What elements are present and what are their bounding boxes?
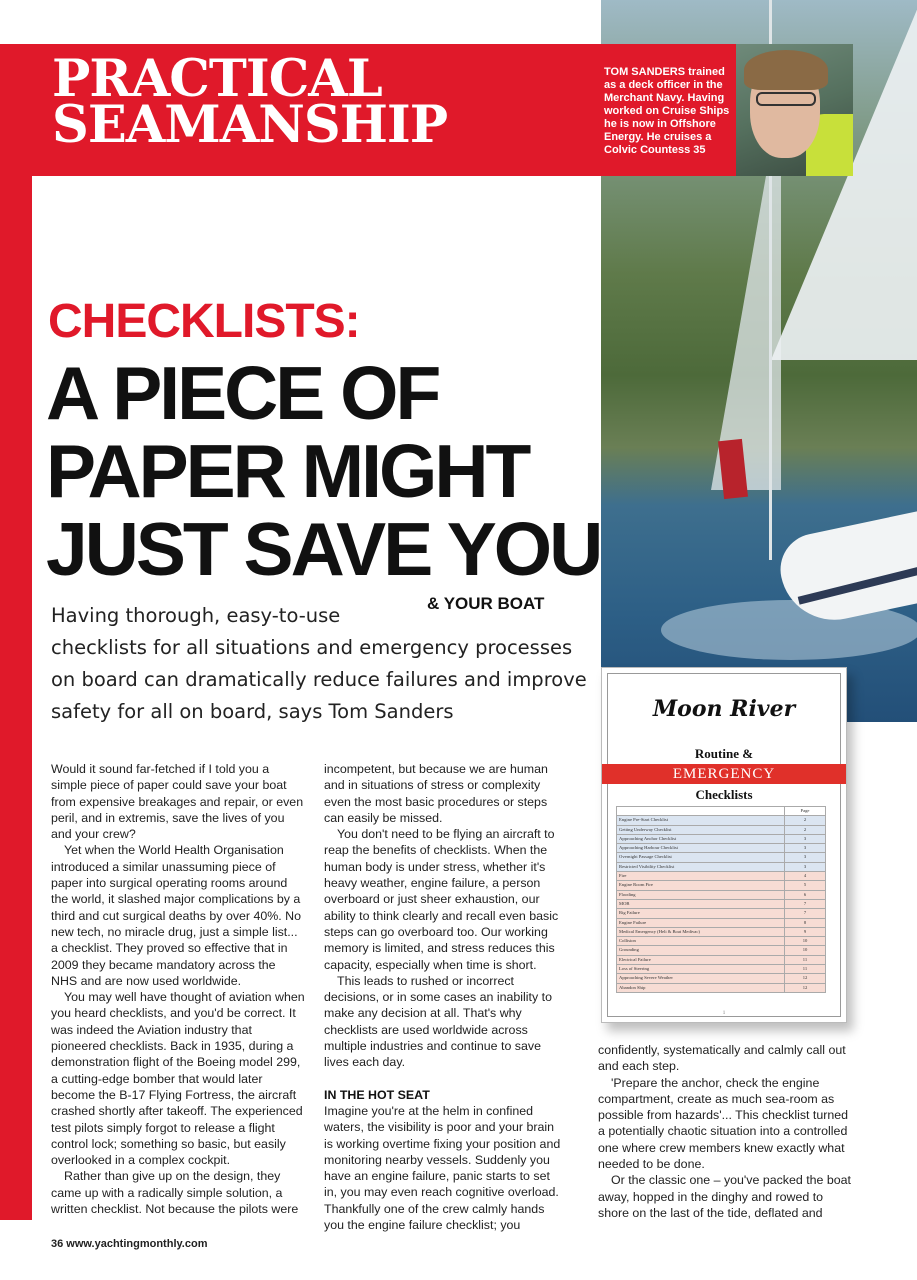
card-table-row (617, 909, 826, 918)
card-table-row (617, 918, 826, 927)
card-row-page: 4 (785, 872, 826, 881)
card-row-page: 3 (785, 834, 826, 843)
author-photo (736, 44, 853, 176)
headline-line2: PAPER MIGHT (46, 429, 529, 513)
body-column-1 (51, 761, 305, 1217)
card-table-header-page: Page (785, 807, 826, 816)
card-table-row (617, 890, 826, 899)
card-table-header-blank (617, 807, 785, 816)
section-title-line1: PRACTICAL (52, 49, 382, 109)
card-row-name: Overnight Passage Checklist (617, 853, 785, 862)
card-row-name: Loss of Steering (617, 965, 785, 974)
crosshead: IN THE HOT SEAT (324, 1087, 430, 1102)
standfirst-rest: checklists for all situations and emergency processes on board can dramatically reduce failures and improve safety for all on board, says Tom Sanders (51, 636, 587, 723)
card-row-name: Fire (617, 872, 785, 881)
author-hair (744, 50, 828, 90)
headline-line1: A PIECE OF (46, 351, 439, 435)
body-paragraph: confidently, systematically and calmly call out and each step. (598, 1043, 846, 1074)
card-row-name: Collision (617, 937, 785, 946)
section-title-line2: SEAMANSHIP (52, 95, 448, 155)
standfirst-line1: Having thorough, easy-to-use (51, 604, 341, 627)
card-row-page: 6 (785, 890, 826, 899)
card-row-name: Abandon Ship (617, 983, 785, 992)
card-table-row (617, 955, 826, 964)
card-row-page: 12 (785, 983, 826, 992)
card-routine-label: Routine & (694, 746, 754, 761)
author-glasses (756, 92, 816, 106)
body-column-3 (598, 1042, 854, 1221)
body-paragraph: Yet when the World Health Organisation introduced a similar unassuming piece of paper into surgical operating rooms around the world, it slashed major complications by a third and cut surgical deaths by over 40%. No new tech, no miracle drug, just a simple list... a checklist. They proved so effective that in 2009 they became mandatory across the NHS and are now used worldwide. (51, 843, 302, 988)
card-table-row (617, 965, 826, 974)
page-footer: 36 www.yachtingmonthly.com (51, 1238, 208, 1250)
card-row-name: Approaching Harbour Checklist (617, 844, 785, 853)
card-table-row (617, 937, 826, 946)
body-paragraph: You may well have thought of aviation when you heard checklists, and you'd be correct. It was indeed the Aviation industry that pioneered checklists. Back in 1935, during a demonstration flight of the Boeing model 299, a cutting-edge bomber that would later become the B-17 Flying Fortress, the aircraft crashed shortly after takeoff. The experienced test pilots simply forgot to release a flight control lock; something so basic, but easily overlooked in a complex cockpit. (51, 990, 305, 1168)
card-row-page: 12 (785, 974, 826, 983)
card-table-row (617, 946, 826, 955)
body-paragraph: incompetent, but because we are human and in situations of stress or complexity even the most basic procedures or steps can easily be missed. (324, 762, 548, 825)
left-red-margin (0, 44, 32, 1220)
card-row-name: Rig Failure (617, 909, 785, 918)
card-row-name: Engine Pre-Start Checklist (617, 816, 785, 825)
card-table-row (617, 872, 826, 881)
card-row-name: MOB (617, 899, 785, 908)
card-row-page: 9 (785, 927, 826, 936)
body-paragraph: Would it sound far-fetched if I told you a simple piece of paper could save your boat from expensive breakages and repair, or even peril, and in extremis, save the lives of you and your crew? (51, 762, 304, 842)
card-page-number: 1 (722, 1011, 726, 1016)
card-row-name: Engine Failure (617, 918, 785, 927)
card-table-row (617, 974, 826, 983)
card-row-page: 10 (785, 946, 826, 955)
card-row-page: 2 (785, 825, 826, 834)
card-row-page: 3 (785, 844, 826, 853)
card-row-name: Medical Emergency (Heli & Boat Medivac) (617, 927, 785, 936)
card-row-name: Approaching Anchor Checklist (617, 834, 785, 843)
section-title (52, 49, 572, 155)
card-boat-name: Moon River (652, 696, 796, 722)
card-row-page: 8 (785, 918, 826, 927)
card-table-row (617, 834, 826, 843)
card-row-name: Grounding (617, 946, 785, 955)
card-row-name: Flooding (617, 890, 785, 899)
card-row-page: 11 (785, 955, 826, 964)
card-table-row (617, 853, 826, 862)
card-row-name: Restricted Visibility Checklist (617, 862, 785, 871)
author-bio: TOM SANDERS trained as a deck officer in the Merchant Navy. Having worked on Cruise Ships he is now in Offshore Energy. He cruises a Colvic Countess 35 (604, 66, 730, 156)
card-table-row (617, 844, 826, 853)
card-checklists-label: Checklists (695, 787, 753, 802)
body-column-2 (324, 761, 564, 1233)
card-row-name: Approaching Severe Weather (617, 974, 785, 983)
checklist-card-image (601, 667, 847, 1023)
card-table-row (617, 927, 826, 936)
card-emergency-banner: EMERGENCY (602, 764, 846, 784)
card-row-page: 3 (785, 862, 826, 871)
headline (46, 351, 601, 591)
card-table-header (617, 807, 826, 816)
card-checklist-table (616, 806, 826, 993)
card-table-row (617, 881, 826, 890)
card-row-page: 10 (785, 937, 826, 946)
card-table-row (617, 862, 826, 871)
body-paragraph: This leads to rushed or incorrect decisions, or in some cases an inability to make any decision at all. That's why checklists are used worldwide across multiple industries and continue to save lives each day. (324, 973, 552, 1070)
card-row-page: 2 (785, 816, 826, 825)
headline-kicker: CHECKLISTS: (48, 295, 360, 348)
standfirst (51, 600, 591, 728)
body-paragraph: 'Prepare the anchor, check the engine compartment, create as much sea-room as possible from hazards'... This checklist turned a potentially chaotic situation into a controlled one where crew members knew exactly what needed to be done. (598, 1075, 849, 1172)
body-paragraph: Imagine you're at the helm in confined waters, the visibility is poor and your brain is working overtime fixing your position and monitoring nearby vessels. Suddenly you have an engine failure, panic starts to set in, you may even reach cognitive overload. Thankfully one of the crew calmly hands you the engine failure checklist; you (324, 1103, 561, 1233)
body-paragraph: Or the classic one – you've packed the boat away, hopped in the dinghy and rowed to shore on the last of the tide, deflated and (598, 1173, 851, 1220)
card-row-page: 7 (785, 899, 826, 908)
card-row-page: 3 (785, 853, 826, 862)
card-row-page: 11 (785, 965, 826, 974)
card-table-row (617, 899, 826, 908)
card-row-page: 7 (785, 909, 826, 918)
card-row-page: 5 (785, 881, 826, 890)
headline-line3: JUST SAVE YOU (46, 507, 601, 591)
card-table-row (617, 983, 826, 992)
card-table-row (617, 825, 826, 834)
body-paragraph: Rather than give up on the design, they came up with a radically simple solution, a written checklist. Not because the pilots were (51, 1169, 299, 1217)
card-row-name: Engine Room Fire (617, 881, 785, 890)
card-table-row (617, 816, 826, 825)
headline-tag: & YOUR BOAT (427, 594, 545, 613)
card-row-name: Electrical Failure (617, 955, 785, 964)
card-row-name: Getting Underway Checklist (617, 825, 785, 834)
body-paragraph: You don't need to be flying an aircraft to reap the benefits of checklists. When the human body is under stress, whether it's heavy weather, engine failure, a person overboard or just sheer exhaustion, our ability to think clearly and recall even basic steps can go overboard too. Our working memory is limited, and stress reduces this capacity, especially when time is short. (324, 827, 559, 972)
